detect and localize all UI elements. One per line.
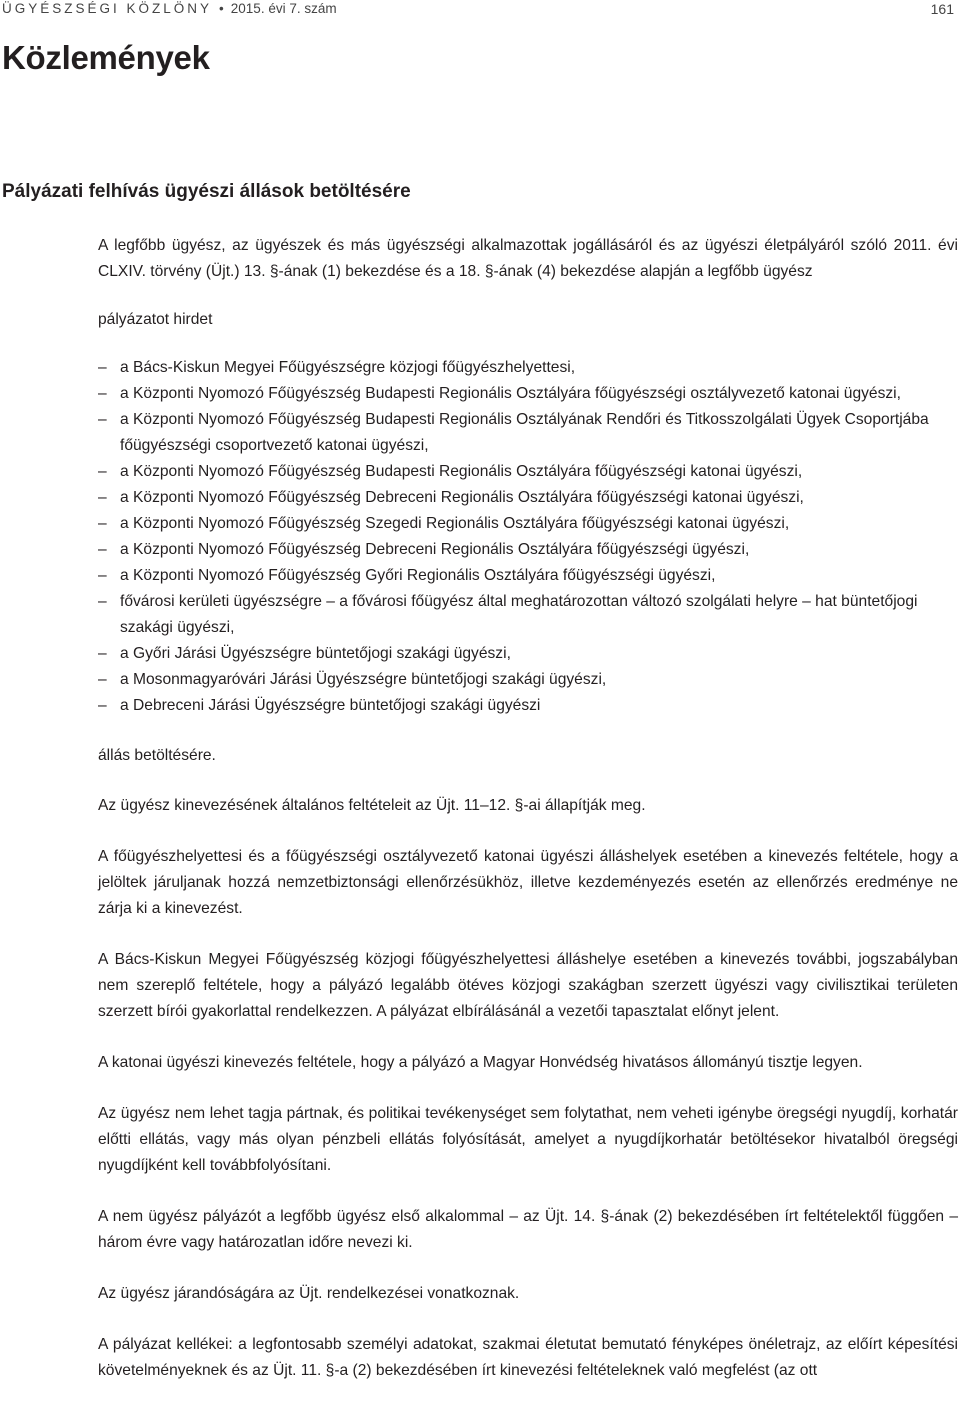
- page-title: Közlemények: [2, 39, 210, 76]
- positions-list: [98, 355, 958, 719]
- dash-bullet: –: [98, 671, 107, 688]
- list-item: [98, 693, 958, 719]
- list-item-text: a Győri Járási Ügyészségre büntetőjogi szakági ügyészi,: [120, 645, 511, 662]
- list-item-text: a Központi Nyomozó Főügyészség Szegedi Regionális Osztályára főügyészségi katonai ügyészi,: [120, 515, 790, 532]
- intro-paragraph: A legfőbb ügyész, az ügyészek és más ügyészségi alkalmazottak jogállásáról és az ügyészi életpályáról szóló 2011. évi CLXIV. törvény (Üjt.) 13. §-ának (1) bekezdése és a 18. §-ának (4) bekezdése alapján a legfőbb ügyész: [98, 237, 958, 280]
- page-number: 161: [930, 1, 954, 17]
- dash-bullet: –: [98, 463, 107, 480]
- conclusion-line: állás betöltésére.: [98, 747, 216, 764]
- paragraph-application-requirements: A pályázat kellékei: a legfontosabb személyi adatokat, szakmai életutat bemutató fényképes önéletrajz, az előírt képesítési követelményeknek és az Üjt. 11. §-a (2) bekezdésében írt kinevezési feltételeknek való megfelést (az ott: [98, 1336, 958, 1379]
- list-item: [98, 667, 958, 693]
- announcement-body: [98, 233, 958, 1409]
- section-title: Pályázati felhívás ügyészi állások betöltésére: [2, 181, 411, 202]
- list-item-text: a Központi Nyomozó Főügyészség Budapesti Regionális Osztályára főügyészségi katonai ügyészi,: [120, 463, 803, 480]
- header-separator: •: [219, 1, 224, 16]
- dash-bullet: –: [98, 489, 107, 506]
- list-item-text: a Mosonmagyaróvári Járási Ügyészségre büntetőjogi szakági ügyészi,: [120, 671, 607, 688]
- journal-name: ÜGYÉSZSÉGI KÖZLÖNY: [2, 1, 213, 16]
- page-header: [0, 0, 960, 22]
- dash-bullet: –: [98, 515, 107, 532]
- list-item: [98, 485, 958, 511]
- list-item: [98, 511, 958, 537]
- list-item: [98, 537, 958, 563]
- dash-bullet: –: [98, 385, 107, 402]
- dash-bullet: –: [98, 645, 107, 662]
- list-item: [98, 459, 958, 485]
- list-item: [98, 381, 958, 407]
- paragraph-appointment-term: A nem ügyész pályázót a legfőbb ügyész első alkalommal – az Üjt. 14. §-ának (2) bekezdésében írt feltételektől függően – három évre vagy határozatlan időre nevezi ki.: [98, 1208, 958, 1251]
- paragraph-security-check: A főügyészhelyettesi és a főügyészségi osztályvezető katonai ügyészi álláshelyek esetében a kinevezés feltétele, hogy a jelöltek járuljanak hozzá nemzetbiztonsági ellenőrzésükhöz, illetve kezdeményezés esetén az ellenőrzés eredménye ne zárja ki a kinevezést.: [98, 848, 958, 917]
- dash-bullet: –: [98, 697, 107, 714]
- dash-bullet: –: [98, 411, 107, 428]
- list-item: [98, 589, 958, 641]
- dash-bullet: –: [98, 593, 107, 610]
- paragraph-military-requirement: A katonai ügyészi kinevezés feltétele, hogy a pályázó a Magyar Honvédség hivatásos állományú tisztje legyen.: [98, 1054, 863, 1071]
- list-item-text: a Bács-Kiskun Megyei Főügyészségre közjogi főügyészhelyettesi,: [120, 359, 576, 376]
- paragraph-general-conditions: Az ügyész kinevezésének általános feltételeit az Üjt. 11–12. §-ai állapítják meg.: [98, 797, 646, 814]
- dash-bullet: –: [98, 541, 107, 558]
- list-item: [98, 563, 958, 589]
- list-item-text: a Központi Nyomozó Főügyészség Debreceni Regionális Osztályára főügyészségi katonai ügyészi,: [120, 489, 804, 506]
- list-item: [98, 355, 958, 381]
- running-head: [2, 1, 337, 16]
- list-item-text: a Debreceni Járási Ügyészségre büntetőjogi szakági ügyészi: [120, 697, 541, 714]
- issue-date: 2015. évi 7. szám: [230, 1, 337, 16]
- announce-line: pályázatot hirdet: [98, 311, 213, 328]
- list-item-text: fővárosi kerületi ügyészségre – a fővárosi főügyész által meghatározottan változó szolgálati helyre – hat büntetőjogi szakági ügyészi,: [120, 593, 918, 636]
- list-item-text: a Központi Nyomozó Főügyészség Budapesti Regionális Osztályának Rendőri és Titkosszolgálati Ügyek Csoportjába főügyészségi csoportvezető katonai ügyészi,: [120, 411, 929, 454]
- dash-bullet: –: [98, 567, 107, 584]
- list-item: [98, 407, 958, 459]
- paragraph-incompatibility: Az ügyész nem lehet tagja pártnak, és politikai tevékenységet sem folytathat, nem veheti igénybe öregségi nyugdíj, korhatár előtti ellátás, vagy más olyan pénzbeli ellátás folyósítását, amelyet a nyugdíjkorhatár betöltésekor hivatalból öregségi nyugdíjként kell továbbfolyósítani.: [98, 1105, 958, 1174]
- list-item-text: a Központi Nyomozó Főügyészség Győri Regionális Osztályára főügyészségi ügyészi,: [120, 567, 716, 584]
- list-item: [98, 641, 958, 667]
- paragraph-remuneration: Az ügyész járandóságára az Üjt. rendelkezései vonatkoznak.: [98, 1285, 520, 1302]
- list-item-text: a Központi Nyomozó Főügyészség Debreceni Regionális Osztályára főügyészségi ügyészi,: [120, 541, 750, 558]
- dash-bullet: –: [98, 359, 107, 376]
- paragraph-extra-requirements: A Bács-Kiskun Megyei Főügyészség közjogi főügyészhelyettesi álláshelye esetében a kinevezés további, jogszabályban nem szereplő feltétele, hogy a pályázó legalább ötéves közjogi szakágban szerzett ügyészi vagy civilisztikai területen szerzett bírói gyakorlattal rendelkezzen. A pályázat elbírálásánál a vezetői tapasztalat előnyt jelent.: [98, 951, 958, 1020]
- list-item-text: a Központi Nyomozó Főügyészség Budapesti Regionális Osztályára főügyészségi osztályvezető katonai ügyészi,: [120, 385, 901, 402]
